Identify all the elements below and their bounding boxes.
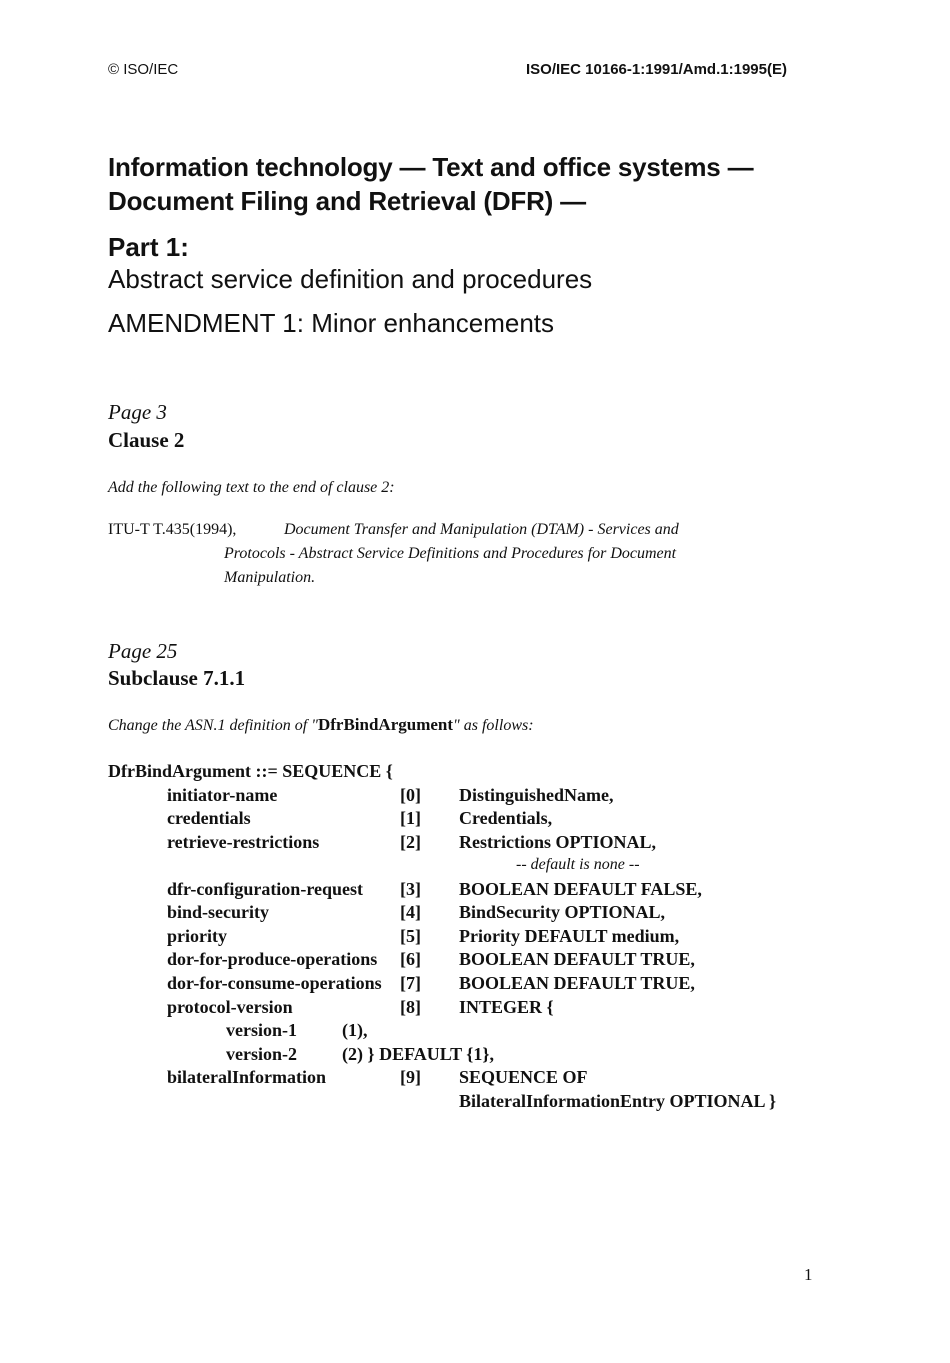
- field-tag: [5]: [400, 926, 421, 946]
- field-type: Priority DEFAULT medium,: [459, 926, 680, 946]
- field-name: bind-security: [167, 902, 270, 922]
- field-name: protocol-version: [167, 997, 293, 1017]
- amendment-title: AMENDMENT 1: Minor enhancements: [108, 308, 555, 338]
- instruction-2-post: " as follows:: [453, 717, 534, 734]
- field-tag: [0]: [400, 785, 421, 805]
- version-value: (2) } DEFAULT {1},: [342, 1044, 494, 1064]
- field-tag: [6]: [400, 949, 421, 969]
- field-type: BOOLEAN DEFAULT FALSE,: [459, 879, 702, 899]
- field-name: bilateralInformation: [167, 1067, 326, 1087]
- field-type: Credentials,: [459, 808, 553, 828]
- version-name: version-2: [226, 1044, 297, 1064]
- document-id-header: ISO/IEC 10166-1:1991/Amd.1:1995(E): [526, 61, 787, 78]
- page-number: 1: [804, 1265, 813, 1284]
- field-name: priority: [167, 926, 227, 946]
- field-tag: [4]: [400, 902, 421, 922]
- field-type: BOOLEAN DEFAULT TRUE,: [459, 973, 695, 993]
- part-subtitle: Abstract service definition and procedures: [108, 264, 593, 294]
- instruction-2-bold: DfrBindArgument: [317, 715, 454, 734]
- reference-label: ITU-T T.435(1994),: [108, 521, 237, 538]
- asn-closing-line: BilateralInformationEntry OPTIONAL }: [459, 1091, 777, 1111]
- field-type: DistinguishedName,: [459, 785, 614, 805]
- instruction-2: [108, 715, 534, 735]
- title-line-2: Document Filing and Retrieval (DFR) —: [108, 186, 586, 216]
- field-tag: [3]: [400, 879, 421, 899]
- field-name: dor-for-consume-operations: [167, 973, 382, 993]
- field-name: initiator-name: [167, 785, 278, 805]
- field-tag: [9]: [400, 1067, 421, 1087]
- field-tag: [2]: [400, 832, 421, 852]
- field-name: dfr-configuration-request: [167, 879, 363, 899]
- field-name: retrieve-restrictions: [167, 832, 320, 852]
- clause-heading-1: Clause 2: [108, 428, 185, 452]
- reference-text-line-1: Document Transfer and Manipulation (DTAM) - Services and: [284, 521, 679, 538]
- instruction-1: Add the following text to the end of clause 2:: [108, 479, 395, 496]
- asn-comment: -- default is none --: [516, 856, 640, 873]
- title-line-1: Information technology — Text and office systems —: [108, 152, 754, 182]
- field-type: Restrictions OPTIONAL,: [459, 832, 656, 852]
- copyright-header: © ISO/IEC: [108, 61, 179, 78]
- field-name: dor-for-produce-operations: [167, 949, 378, 969]
- field-tag: [7]: [400, 973, 421, 993]
- asn-definition-head: DfrBindArgument ::= SEQUENCE {: [108, 761, 393, 781]
- clause-heading-2: Subclause 7.1.1: [108, 666, 246, 690]
- page-reference-1: Page 3: [108, 400, 167, 424]
- field-tag: [8]: [400, 997, 421, 1017]
- field-type: BOOLEAN DEFAULT TRUE,: [459, 949, 695, 969]
- part-label: Part 1:: [108, 232, 189, 262]
- field-type: BindSecurity OPTIONAL,: [459, 902, 666, 922]
- reference-text-line-3: Manipulation.: [224, 569, 316, 586]
- field-tag: [1]: [400, 808, 421, 828]
- field-type: INTEGER {: [459, 997, 554, 1017]
- page-reference-2: Page 25: [108, 639, 178, 663]
- version-value: (1),: [342, 1020, 368, 1040]
- reference-text-line-2: Protocols - Abstract Service Definitions and Procedures for Document: [224, 545, 677, 562]
- version-name: version-1: [226, 1020, 297, 1040]
- field-name: credentials: [167, 808, 251, 828]
- instruction-2-pre: Change the ASN.1 definition of ": [108, 717, 318, 734]
- field-type: SEQUENCE OF: [459, 1067, 588, 1087]
